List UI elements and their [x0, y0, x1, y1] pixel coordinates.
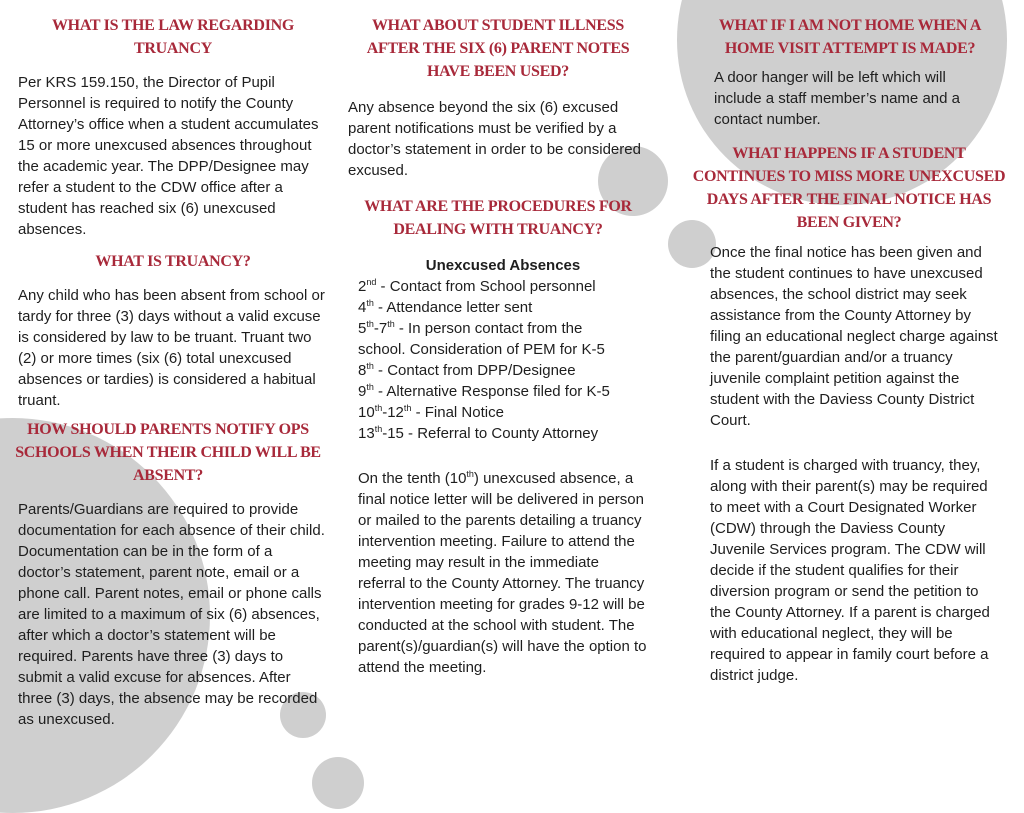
unexcused-absences-subheading: Unexcused Absences	[425, 257, 581, 274]
procedures-block	[348, 255, 648, 678]
section-body-tenth-absence	[358, 464, 648, 678]
procedures-item-sup: th	[366, 361, 374, 371]
section-body-notify-ops: Parents/Guardians are required to provide documentation for each absence of their child. Documentation can be in the form of a doctor’s statement, parent note, email or a phone call. Parent notes, email or phone calls are limited to a maximum of six (6) absences, after which a doctor’s statement will be required. Parents have three (3) days to submit a valid excuse for absences. After three (3) days, the absence may be recorded as unexcused.	[18, 501, 325, 728]
procedures-item-num2: -7	[373, 320, 388, 337]
tenth-text-pre: On the tenth (10	[358, 470, 467, 487]
column-right	[692, 14, 1006, 686]
procedures-item-sup: th	[366, 319, 374, 329]
procedures-item-text: - Contact from DPP/Designee	[373, 362, 576, 379]
procedures-list-item	[358, 297, 648, 318]
procedures-item-sup2: th	[403, 403, 412, 413]
procedures-item-text: - In person contact from the	[394, 320, 583, 337]
section-body-not-home: A door hanger will be left which will include a staff member’s name and a contact number.	[714, 69, 960, 128]
decorative-circle-bottom	[312, 757, 364, 809]
section-heading-not-home: WHAT IF I AM NOT HOME WHEN A HOME VISIT ATTEMPT IS MADE?	[718, 17, 982, 57]
section-body-what-is-truancy: Any child who has been absent from school or tardy for three (3) days without a valid excuse is considered by law to be truant. Truant two (2) or more times (six (6) total unexcused absences or tardies) is considered a habitual truant.	[18, 287, 325, 409]
section-heading-what-is-truancy: WHAT IS TRUANCY?	[95, 253, 251, 270]
procedures-item-text: - Referral to County Attorney	[403, 425, 599, 442]
procedures-item-sup: th	[366, 298, 374, 308]
procedures-item-num: 9	[358, 383, 367, 400]
procedures-item-sup2: th	[387, 319, 395, 329]
procedures-list-item	[358, 423, 648, 444]
tenth-text-sup: th	[466, 469, 474, 479]
procedures-item-num: 13	[358, 425, 375, 442]
procedures-list-item	[358, 318, 648, 339]
procedures-item-text: - Attendance letter sent	[373, 299, 533, 316]
procedures-item-num: 5	[358, 320, 367, 337]
section-heading-procedures: WHAT ARE THE PROCEDURES FOR DEALING WITH TRUANCY?	[364, 198, 632, 238]
section-heading-notify-ops: HOW SHOULD PARENTS NOTIFY OPS SCHOOLS WHEN THEIR CHILD WILL BE ABSENT?	[15, 421, 321, 484]
procedures-list-item	[358, 276, 648, 297]
section-heading-continues: WHAT HAPPENS IF A STUDENT CONTINUES TO MISS MORE UNEXCUSED DAYS AFTER THE FINAL NOTICE HAS BEEN GIVEN?	[692, 145, 1006, 231]
procedures-list-item	[358, 339, 648, 360]
procedures-item-text: school. Consideration of PEM for K-5	[358, 341, 605, 358]
procedures-list-item	[358, 360, 648, 381]
procedures-item-num2: -15	[382, 425, 404, 442]
procedures-item-num: 8	[358, 362, 367, 379]
procedures-item-text: - Contact from School personnel	[376, 278, 596, 295]
section-body-continues-1: Once the final notice has been given and the student continues to have unexcused absences, the school district may seek assistance from the County Attorney by filing an educational neglect charge against the parent/guardian and/or a truancy juvenile complaint petition against the student with the Daviess County District Court.	[710, 244, 998, 429]
procedures-list-item	[358, 381, 648, 402]
column-left	[15, 14, 328, 730]
procedures-list	[358, 276, 648, 444]
tenth-text-post: ) unexcused absence, a final notice letter will be delivered in person or mailed to the parents detailing a truancy intervention meeting. Failure to attend the meeting may result in the immediate referral to the County Attorney. The truancy intervention meeting for grades 9-12 will be conducted at the school with student. The parent(s)/guardian(s) will have the option to attend the meeting.	[358, 470, 647, 676]
procedures-item-text: - Alternative Response filed for K-5	[373, 383, 610, 400]
procedures-item-num: 10	[358, 404, 375, 421]
procedures-item-sup: nd	[366, 277, 377, 287]
procedures-item-sup: th	[374, 403, 383, 413]
section-body-illness: Any absence beyond the six (6) excused parent notifications must be verified by a doctor’s statement in order to be considered excused.	[348, 99, 641, 179]
procedures-item-sup: th	[374, 424, 383, 434]
procedures-item-num: 2	[358, 278, 367, 295]
section-heading-truancy-law: WHAT IS THE LAW REGARDING TRUANCY	[51, 17, 295, 57]
column-middle	[348, 14, 648, 678]
section-body-continues-2: If a student is charged with truancy, they, along with their parent(s) may be required to meet with a Court Designated Worker (CDW) through the Daviess County Juvenile Services program. The CDW will decide if the student qualifies for their diversion program or send the petition to the County Attorney. If a parent is charged with educational neglect, they will be required to appear in family court before a district judge.	[710, 457, 990, 684]
section-heading-illness: WHAT ABOUT STUDENT ILLNESS AFTER THE SIX (6) PARENT NOTES HAVE BEEN USED?	[366, 17, 630, 80]
procedures-item-num: 4	[358, 299, 367, 316]
procedures-item-sup: th	[366, 382, 374, 392]
procedures-list-item	[358, 402, 648, 423]
procedures-item-text: - Final Notice	[411, 404, 504, 421]
procedures-item-num2: -12	[382, 404, 404, 421]
section-body-truancy-law: Per KRS 159.150, the Director of Pupil Personnel is required to notify the County Attorney’s office when a student accumulates 15 or more unexcused absences throughout the academic year. The DPP/Designee may refer a student to the CDW office after a student has reached six (6) unexcused absences.	[18, 74, 319, 238]
